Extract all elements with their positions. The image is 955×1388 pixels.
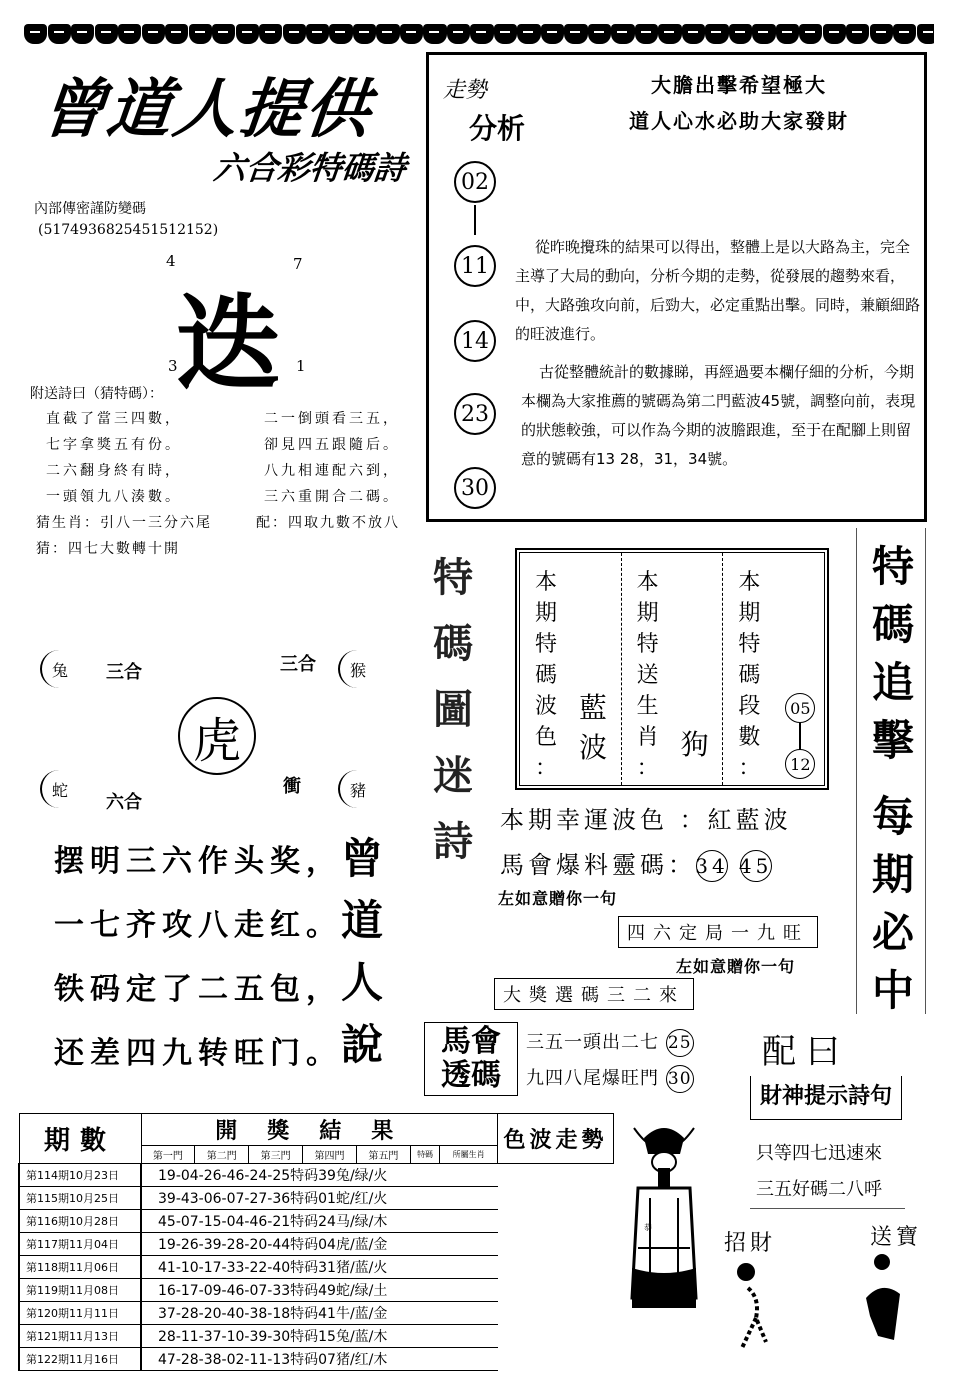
calligraphy-line: 摆明三六作头奖， bbox=[54, 844, 342, 879]
decorative-mask-icon bbox=[283, 24, 306, 44]
title-char: 碼 bbox=[433, 620, 473, 667]
result-header: 開獎結果 bbox=[141, 1114, 498, 1146]
calligraphy-line: 还差四九转旺门。 bbox=[54, 1036, 342, 1071]
banner-top: 特 碼 追 擊 bbox=[871, 542, 914, 765]
wave-header: 色波走勢 bbox=[498, 1114, 614, 1164]
table-row: 第117期11月04日 19-26-39-28-20-44特码04虎/蓝/金 bbox=[19, 1233, 614, 1256]
analysis-tag: 分析 bbox=[469, 112, 526, 145]
decorative-border-top bbox=[24, 24, 934, 50]
poem-left-line: 二六翻身終有時， bbox=[46, 463, 182, 479]
poem-left-line: 七字拿獎五有份。 bbox=[46, 437, 182, 453]
sub-header: 第二門 bbox=[195, 1146, 249, 1164]
pei-title: 配曰 bbox=[762, 1032, 850, 1072]
connector-line bbox=[474, 205, 476, 235]
number-circle: 30 bbox=[454, 467, 496, 509]
column-label: 本 期 特 送 生 肖 ： bbox=[636, 570, 659, 781]
corner-number-bottom-left: 3 bbox=[168, 357, 178, 375]
poem-left-line: 一頭領九八湊數。 bbox=[46, 489, 182, 505]
hot-number: 34 bbox=[696, 850, 728, 882]
guess-hint: 猜：四七大數轉十開 bbox=[36, 541, 180, 557]
headline-line: 大膽出擊希望極大 bbox=[651, 73, 827, 97]
table-row: 第118期11月06日 41-10-17-33-22-40特码31猪/蓝/火 bbox=[19, 1256, 614, 1279]
jockey-number: 25 bbox=[666, 1029, 694, 1057]
decorative-mask-icon bbox=[447, 24, 470, 44]
svg-text:恭: 恭 bbox=[644, 1223, 652, 1232]
zodiac-answer: 狗 bbox=[680, 728, 709, 761]
decorative-mask-icon bbox=[494, 24, 517, 44]
decorative-mask-icon bbox=[823, 24, 846, 44]
decorative-mask-icon bbox=[71, 24, 94, 44]
secret-label: 內部傳密謹防變碼 bbox=[34, 201, 146, 217]
main-title: 曾道人提供 bbox=[37, 73, 376, 147]
poem-right-line: 三六重開合二碼。 bbox=[264, 489, 400, 505]
decorative-mask-icon bbox=[376, 24, 399, 44]
right-banner bbox=[856, 528, 926, 1014]
secret-code: (5174936825451512152) bbox=[38, 222, 219, 238]
gift-box: 四六定局一九旺 bbox=[618, 916, 818, 948]
signature-char: 說 bbox=[340, 1020, 383, 1069]
decorative-mask-icon bbox=[48, 24, 71, 44]
decorative-mask-icon bbox=[893, 24, 916, 44]
column-label: 本 期 特 碼 段 數 ： bbox=[738, 570, 761, 781]
label-three-harmony: 三合 bbox=[106, 662, 142, 683]
wave-color-answer: 藍 波 bbox=[578, 691, 607, 764]
caishen-title: 財神提示詩句 bbox=[750, 1076, 902, 1120]
headline-line: 道人心水必助大家發財 bbox=[629, 109, 849, 133]
lucky-wave-label: 本期幸運波色 bbox=[500, 806, 668, 834]
label-songbao: 送寶 bbox=[870, 1225, 923, 1250]
subtitle: 六合彩特碼詩 bbox=[211, 149, 408, 187]
jockey-club-title: 馬會 透碼 bbox=[424, 1022, 518, 1096]
poem-right-line: 卻見四五跟隨后。 bbox=[264, 437, 400, 453]
decorative-mask-icon bbox=[870, 24, 893, 44]
decorative-mask-icon bbox=[212, 24, 235, 44]
decorative-mask-icon bbox=[400, 24, 423, 44]
divider bbox=[750, 1208, 905, 1209]
signature-char: 人 bbox=[340, 958, 383, 1007]
decorative-mask-icon bbox=[24, 24, 47, 44]
decorative-mask-icon bbox=[189, 24, 212, 44]
decorative-mask-icon bbox=[541, 24, 564, 44]
decorative-mask-icon bbox=[118, 24, 141, 44]
hot-numbers-row: 馬會爆料靈碼：34 45 bbox=[500, 845, 772, 882]
poem-right-line: 二一倒頭看三五， bbox=[264, 411, 400, 427]
decorative-mask-icon bbox=[423, 24, 446, 44]
decorative-mask-icon bbox=[588, 24, 611, 44]
child-figure-icon bbox=[856, 1250, 906, 1350]
decorative-mask-icon bbox=[470, 24, 493, 44]
label-zhaocai: 招財 bbox=[724, 1231, 777, 1256]
decorative-mask-icon bbox=[564, 24, 587, 44]
caishen-poem: 只等四七迅速來 三五好碼二八呼 bbox=[756, 1143, 882, 1200]
poem-heading: 附送詩曰（猜特碼）： bbox=[30, 386, 163, 402]
sub-header: 第三門 bbox=[249, 1146, 303, 1164]
results-table bbox=[18, 1113, 614, 1371]
decorative-mask-icon bbox=[95, 24, 118, 44]
decorative-mask-icon bbox=[165, 24, 188, 44]
special-poem-vertical-title bbox=[432, 545, 474, 875]
special-code-box bbox=[516, 549, 828, 789]
jockey-line: 三五一頭出二七 25 bbox=[526, 1028, 694, 1057]
decorative-mask-icon bbox=[353, 24, 376, 44]
poem-left-line: 直截了當三四數， bbox=[46, 411, 182, 427]
decorative-mask-icon bbox=[142, 24, 165, 44]
analysis-paragraph: 古從整體統計的數據睇，再經過要本欄仔細的分析，今期本欄為大家推薦的號碼為第二門藍波45號，調整向前，表現的狀態較強，可以作為今期的波膽跟進，至于在配腳上則留意的號碼有13 28，31，34號。 bbox=[521, 363, 916, 468]
label-clash: 衝 bbox=[283, 776, 301, 797]
gift-box: 大獎選碼三二來 bbox=[494, 978, 694, 1010]
segment-column bbox=[723, 553, 824, 785]
trend-tag: 走勢 bbox=[443, 78, 488, 103]
decorative-mask-icon bbox=[846, 24, 869, 44]
analysis-headline bbox=[569, 67, 909, 139]
pair-hint: 配：四取九數不放八 bbox=[256, 515, 400, 531]
table-row: 第121期11月13日 28-11-37-10-39-30特码15兔/蓝/木 bbox=[19, 1325, 614, 1348]
segment-number: 05 bbox=[785, 693, 815, 723]
decorative-mask-icon bbox=[658, 24, 681, 44]
decorative-mask-icon bbox=[329, 24, 352, 44]
table-row: 第115期10月25日 39-43-06-07-27-36特码01蛇/红/火 bbox=[19, 1187, 614, 1210]
number-circle: 11 bbox=[454, 245, 496, 287]
calligraphy-signature bbox=[332, 828, 392, 1076]
zodiac-pig: 豬 bbox=[338, 770, 376, 808]
title-char: 圖 bbox=[433, 686, 473, 733]
zodiac-rabbit: 兔 bbox=[40, 650, 78, 688]
zodiac-monkey: 猴 bbox=[338, 650, 376, 688]
decorative-mask-icon bbox=[776, 24, 799, 44]
segment-number: 12 bbox=[785, 749, 815, 779]
period-header: 期數 bbox=[19, 1114, 141, 1164]
gift-line: 左如意贈你一句 bbox=[676, 957, 796, 976]
sub-header: 所屬生肖 bbox=[440, 1146, 498, 1164]
column-label: 本 期 特 碼 波 色 ： bbox=[534, 570, 557, 781]
hot-number: 45 bbox=[740, 850, 772, 882]
calligraphy-line: 一七齐攻八走红。 bbox=[54, 908, 342, 943]
analysis-paragraph: 從昨晚攪珠的結果可以得出，整體上是以大路為主，完全主導了大局的動向，分析今期的走勢，從發展的趨勢來看，中，大路強攻向前，后勁大，必定重點出擊。同時，兼顧細路的旺波進行。 bbox=[515, 238, 921, 343]
title-char: 迷 bbox=[433, 752, 473, 799]
sub-header: 第五門 bbox=[356, 1146, 410, 1164]
guess-zodiac: 猜生肖：引八一三分六尾 bbox=[36, 515, 212, 531]
decorative-mask-icon bbox=[752, 24, 775, 44]
table-row: 第119期11月08日 16-17-09-46-07-33特码49蛇/绿/土 bbox=[19, 1279, 614, 1302]
hot-numbers-label: 馬會爆料靈碼 bbox=[500, 851, 668, 879]
signature-char: 曾 bbox=[340, 834, 383, 883]
decorative-mask-icon bbox=[259, 24, 282, 44]
decorative-mask-icon bbox=[306, 24, 329, 44]
decorative-mask-icon bbox=[236, 24, 259, 44]
gift-line: 左如意贈你一句 bbox=[498, 889, 618, 908]
decorative-mask-icon bbox=[799, 24, 822, 44]
corner-number-top-left: 4 bbox=[166, 252, 176, 270]
label-six-harmony: 六合 bbox=[106, 792, 142, 813]
decorative-mask-icon bbox=[729, 24, 752, 44]
table-row: 第122期11月16日 47-28-38-02-11-13特码07猪/红/木 bbox=[19, 1348, 614, 1371]
jockey-line: 九四八尾爆旺門 30 bbox=[526, 1064, 694, 1093]
corner-number-top-right: 7 bbox=[293, 255, 303, 273]
banner-bottom: 每 期 必 中 bbox=[871, 792, 914, 1015]
trend-analysis-box bbox=[426, 52, 927, 522]
poem-right-line: 八九相連配六到， bbox=[264, 463, 400, 479]
wave-color-column bbox=[520, 553, 622, 785]
jockey-number: 30 bbox=[666, 1065, 694, 1093]
signature-char: 道 bbox=[340, 896, 383, 945]
riddle-character: 迭 bbox=[176, 282, 281, 405]
decorative-mask-icon bbox=[682, 24, 705, 44]
decorative-mask-icon bbox=[917, 24, 934, 44]
lucky-wave-row bbox=[500, 800, 792, 835]
number-circle: 23 bbox=[454, 393, 496, 435]
number-circle: 02 bbox=[454, 161, 496, 203]
table-row: 第120期11月11日 37-28-20-40-38-18特码41牛/蓝/金 bbox=[19, 1302, 614, 1325]
decorative-mask-icon bbox=[517, 24, 540, 44]
sub-header: 第四門 bbox=[303, 1146, 357, 1164]
sub-header: 第一門 bbox=[141, 1146, 195, 1164]
zodiac-tiger-center: 虎 bbox=[178, 697, 256, 775]
title-char: 特 bbox=[433, 554, 473, 601]
decorative-mask-icon bbox=[705, 24, 728, 44]
caishen-figure-icon bbox=[630, 1118, 698, 1316]
table-row: 第116期10月28日 45-07-15-04-46-21特码24马/绿/木 bbox=[19, 1210, 614, 1233]
child-figure-icon bbox=[730, 1258, 780, 1358]
calligraphy-line: 铁码定了二五包， bbox=[54, 972, 342, 1007]
decorative-mask-icon bbox=[611, 24, 634, 44]
title-char: 詩 bbox=[433, 818, 473, 865]
lucky-wave-value: ：紅藍波 bbox=[679, 806, 792, 834]
number-circle: 14 bbox=[454, 320, 496, 362]
table-row: 第114期10月23日 19-04-26-46-24-25特码39兔/绿/火 bbox=[19, 1164, 614, 1187]
zodiac-snake: 蛇 bbox=[40, 770, 78, 808]
label-three-harmony: 三合 bbox=[280, 654, 316, 675]
zodiac-column bbox=[622, 553, 724, 785]
decorative-mask-icon bbox=[635, 24, 658, 44]
sub-header: 特碼 bbox=[410, 1146, 440, 1164]
corner-number-bottom-right: 1 bbox=[296, 357, 306, 375]
